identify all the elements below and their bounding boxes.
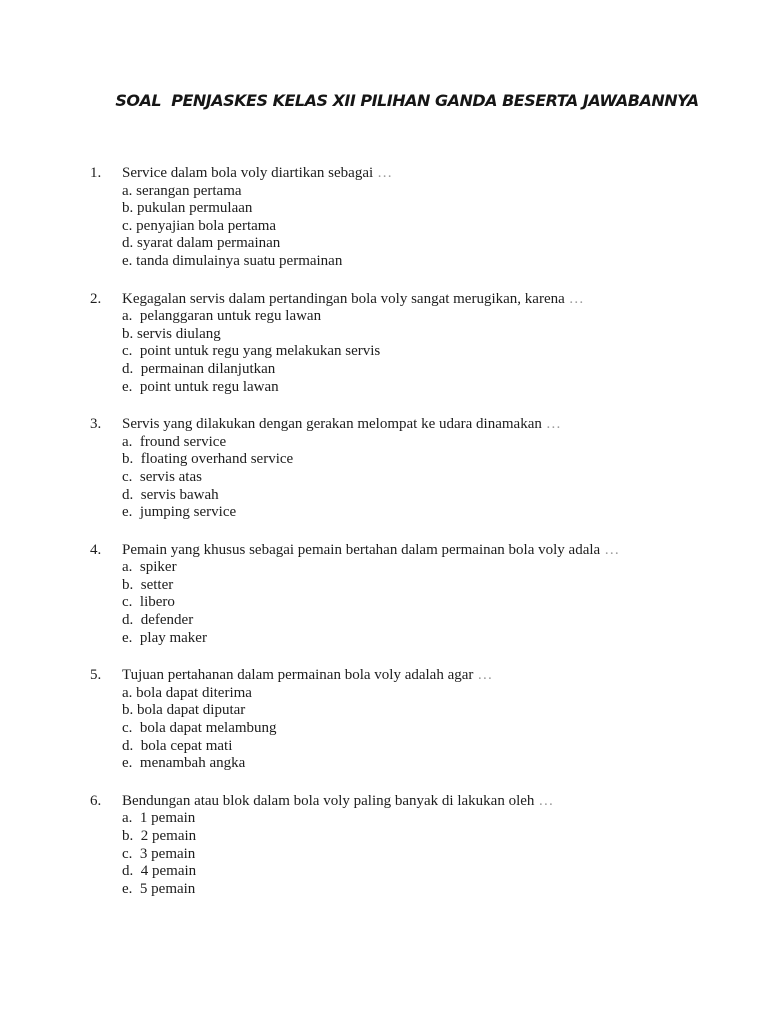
question-number: 4.: [90, 541, 102, 558]
option-line: c. point untuk regu yang melakukan servis: [122, 343, 381, 360]
option-line: a. serangan pertama: [122, 182, 242, 199]
question-stem: [122, 542, 715, 560]
option-line: b. servis diulang: [122, 325, 221, 342]
option-line: e. tanda dimulainya suatu permainan: [122, 252, 343, 269]
option-line: b. bola dapat diputar: [122, 702, 246, 719]
question-body: [122, 793, 715, 899]
stem-ellipsis: …: [545, 416, 564, 433]
question-block: [90, 667, 715, 773]
question-number: 2.: [90, 290, 102, 307]
question-stem-text: Bendungan atau blok dalam bola voly paling banyak di lakukan oleh: [122, 792, 535, 809]
option-line: a. bola dapat diterima: [122, 684, 252, 701]
option-line: d. permainan dilanjutkan: [122, 360, 276, 377]
option-line: e. play maker: [122, 629, 207, 646]
option-line: a. fround service: [122, 433, 227, 450]
question-stem-text: Kegagalan servis dalam pertandingan bola voly sangat merugikan, karena: [122, 290, 565, 307]
option-line: e. jumping service: [122, 504, 237, 521]
stem-ellipsis: …: [477, 667, 495, 684]
option-line: b. 2 pemain: [122, 828, 197, 844]
option-line: d. 4 pemain: [122, 863, 197, 880]
stem-ellipsis: …: [538, 792, 556, 809]
option-line: d. servis bawah: [122, 486, 219, 503]
question-block: [90, 291, 715, 397]
option-line: b. pukulan permulaan: [122, 200, 253, 217]
question-list: [90, 165, 715, 918]
option-line: e. 5 pemain: [122, 880, 196, 897]
question-block: [90, 165, 715, 271]
stem-ellipsis: …: [568, 290, 587, 307]
question-stem-text: Tujuan pertahanan dalam permainan bola voly adalah agar: [122, 667, 474, 684]
question-stem: [122, 667, 715, 685]
option-line: e. menambah angka: [122, 755, 246, 772]
option-line: c. 3 pemain: [122, 845, 196, 862]
option-line: a. pelanggaran untuk regu lawan: [122, 308, 322, 325]
stem-ellipsis: …: [377, 165, 395, 181]
page-title: SOAL PENJASKES KELAS XII PILIHAN GANDA BESERTA JAWABANNYA: [115, 91, 699, 110]
question-body: [122, 165, 715, 271]
question-body: [122, 542, 715, 648]
option-line: e. point untuk regu lawan: [122, 378, 279, 395]
question-number: 6.: [90, 792, 102, 809]
question-stem-text: Pemain yang khusus sebagai pemain bertahan dalam permainan bola voly adala: [122, 541, 601, 558]
question-number: 5.: [90, 667, 102, 684]
question-block: [90, 542, 715, 648]
question-stem: [122, 291, 715, 309]
question-stem: [122, 416, 715, 434]
option-line: c. penyajian bola pertama: [122, 217, 277, 234]
option-line: c. libero: [122, 594, 175, 611]
question-block: [90, 793, 715, 899]
question-body: [122, 291, 715, 397]
question-body: [122, 667, 715, 773]
option-line: a. spiker: [122, 559, 177, 576]
option-line: d. syarat dalam permainan: [122, 235, 281, 252]
option-line: c. bola dapat melambung: [122, 720, 277, 737]
question-number: 3.: [90, 416, 102, 433]
option-line: c. servis atas: [122, 468, 202, 485]
question-block: [90, 416, 715, 522]
question-stem-text: Servis yang dilakukan dengan gerakan melompat ke udara dinamakan: [122, 416, 542, 433]
question-stem-text: Service dalam bola voly diartikan sebagai: [122, 165, 374, 181]
option-line: b. setter: [122, 576, 174, 593]
question-number: 1.: [90, 165, 102, 181]
question-stem: [122, 793, 715, 811]
stem-ellipsis: …: [604, 541, 622, 558]
option-line: a. 1 pemain: [122, 810, 196, 827]
question-body: [122, 416, 715, 522]
option-line: b. floating overhand service: [122, 451, 294, 468]
option-line: d. defender: [122, 612, 194, 629]
option-line: d. bola cepat mati: [122, 737, 233, 754]
question-stem: [122, 165, 715, 183]
